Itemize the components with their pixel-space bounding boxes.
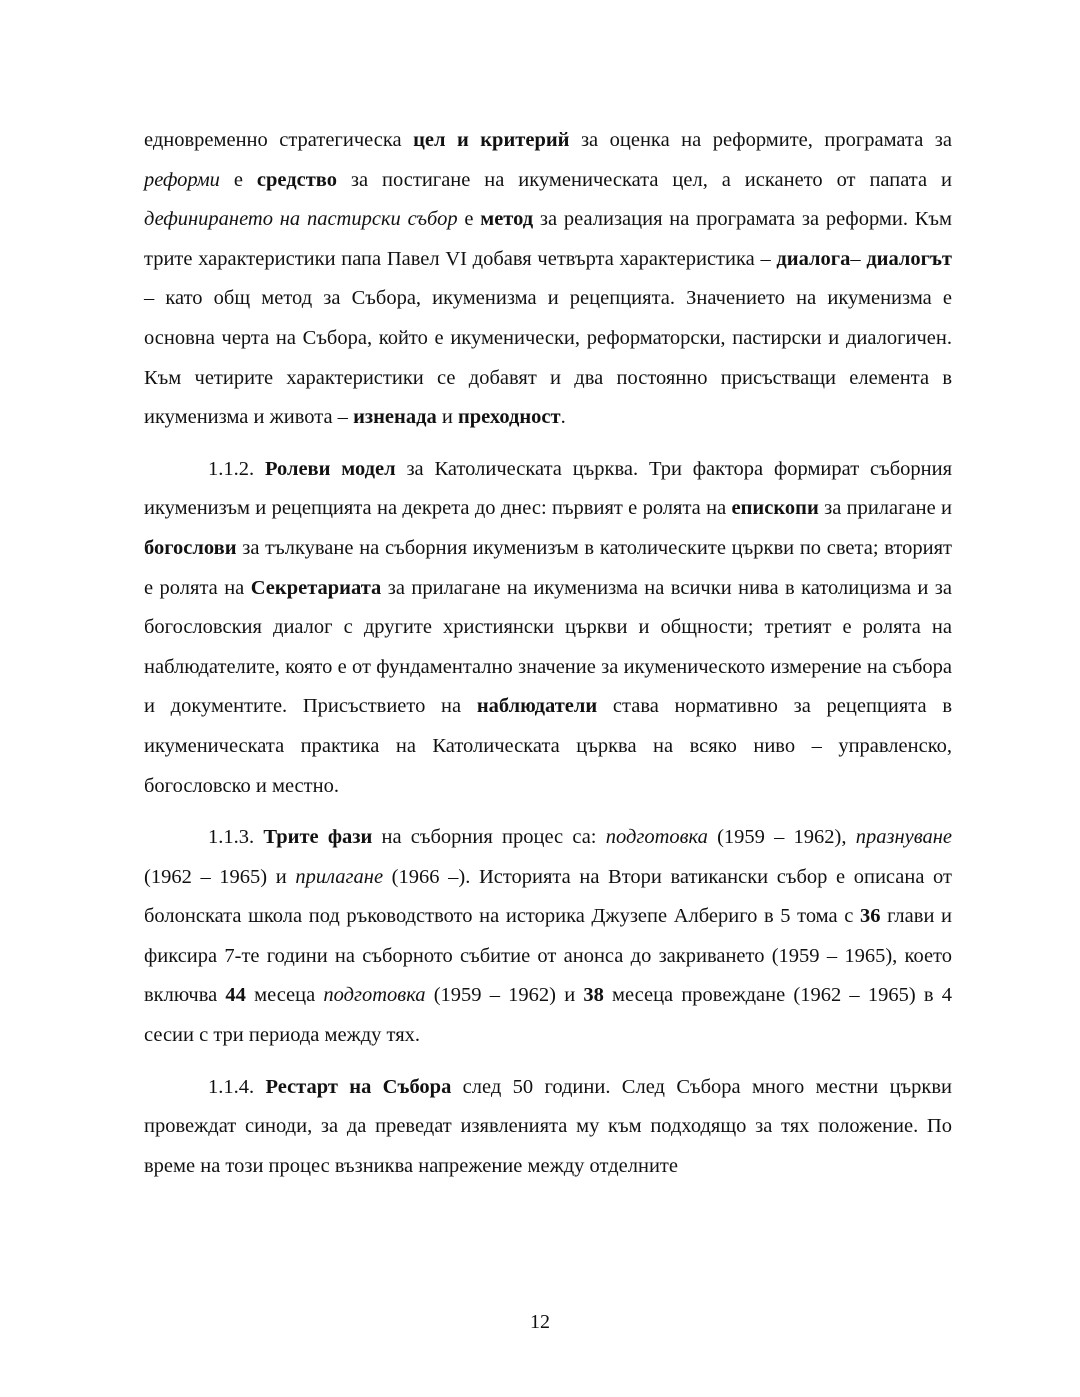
text-run: (1966 –). Историята на Втори ватикански събор е описана от болонската школа под ръководството на историка Джузепе Албериго в 5 тома с: [144, 865, 952, 928]
page-body: [144, 121, 952, 1186]
bold-term: Секретариата: [250, 576, 382, 599]
text-run: .: [560, 406, 566, 429]
text-run: едновременно стратегическа: [144, 129, 414, 151]
paragraph-intro: [144, 121, 952, 438]
text-run: след 50 години. След Събора много местни църкви провеждат синоди, за да преведат изявленията му към подходящо за тях положение. По време на този процес възниква напрежение между отделните: [144, 1075, 952, 1177]
text-run: за Католическата църква. Три фактора формират съборния икуменизъм и рецепцията на декрета до днес: първият е ролята на: [144, 457, 953, 520]
text-run: месеца провеждане (1962 – 1965) в 4 сесии с три периода между тях.: [144, 984, 952, 1047]
text-run: е: [457, 208, 481, 231]
italic-term: подготовка: [605, 826, 708, 849]
text-run: е: [219, 168, 257, 191]
text-run: за прилагане и: [818, 497, 953, 520]
bold-term: изненада: [353, 406, 437, 429]
bold-term: 44: [225, 984, 246, 1007]
bold-term: диалогът: [866, 247, 953, 270]
italic-term: празнуване: [855, 826, 953, 849]
italic-term: прилагане: [295, 865, 384, 888]
text-run: (1959 – 1962) и: [425, 984, 584, 1007]
paragraph-1-1-2-role-model: [144, 450, 952, 806]
text-run: (1962 – 1965) и: [144, 865, 296, 888]
italic-term: реформи: [144, 168, 220, 191]
text-run: – като общ метод за Събора, икуменизма и рецепцията. Значението на икуменизма е основна черта на Събора, който е икуменически, реформаторски, пастирски и диалогичен. Към четирите характеристики се добавят и два постоянно присъстващи елемента в икуменизма и живота –: [144, 287, 952, 429]
text-run: за прилагане на икуменизма на всички нива в католицизма и за богословския диалог с другите християнски църкви и общности; третият е ролята на наблюдателите, която е от фундаментално значение за икуменическото измерение на събора и документите. Присъствието на: [144, 576, 952, 718]
text-run: и: [436, 406, 458, 429]
paragraph-1-1-4-restart: [144, 1068, 952, 1187]
text-run: за постигане на икуменическата цел, а искането от папата и: [336, 168, 952, 191]
bold-term: цел и критерий: [413, 129, 570, 151]
bold-term: епископи: [731, 497, 819, 520]
italic-term: подготовка: [323, 984, 426, 1007]
bold-term: Рестарт на Събора: [265, 1075, 452, 1098]
text-run: 1.1.2.: [208, 457, 265, 480]
bold-term: метод: [480, 208, 534, 231]
text-run: глави и фиксира 7-те години на съборното събитие от анонса до закриването (1959 – 1965), което включва: [144, 905, 952, 1007]
paragraph-1-1-3-three-phases: [144, 818, 952, 1056]
text-run: става нормативно за рецепцията в икуменическата практика на Католическата църква на всяко ниво – управленско, богословско и местно.: [144, 695, 952, 797]
text-run: на съборния процес са:: [372, 826, 606, 849]
bold-term: 36: [859, 905, 881, 928]
text-run: месеца: [245, 984, 324, 1007]
bold-term: диалога: [776, 247, 851, 270]
bold-term: богослови: [144, 536, 237, 559]
text-run: –: [850, 247, 867, 270]
text-run: (1959 – 1962),: [707, 826, 856, 849]
bold-term: 38: [583, 984, 604, 1007]
bold-term: наблюдатели: [476, 695, 598, 718]
text-run: за оценка на реформите, програмата за: [569, 129, 952, 151]
page-number: 12: [530, 1311, 550, 1333]
italic-term: дефинирането на пастирски събор: [144, 208, 458, 231]
text-run: 1.1.4.: [208, 1075, 266, 1098]
text-run: за тълкуване на съборния икуменизъм в католическите църкви по света; вторият е ролята на: [144, 536, 952, 599]
bold-term: преходност: [457, 406, 561, 429]
text-run: 1.1.3.: [208, 826, 264, 849]
bold-term: Трите фази: [263, 826, 373, 849]
bold-term: Ролеви модел: [264, 457, 396, 480]
bold-term: средство: [256, 168, 337, 191]
text-run: за реализация на програмата за реформи. Към трите характеристики папа Павел VI добавя четвърта характеристика –: [144, 208, 952, 270]
